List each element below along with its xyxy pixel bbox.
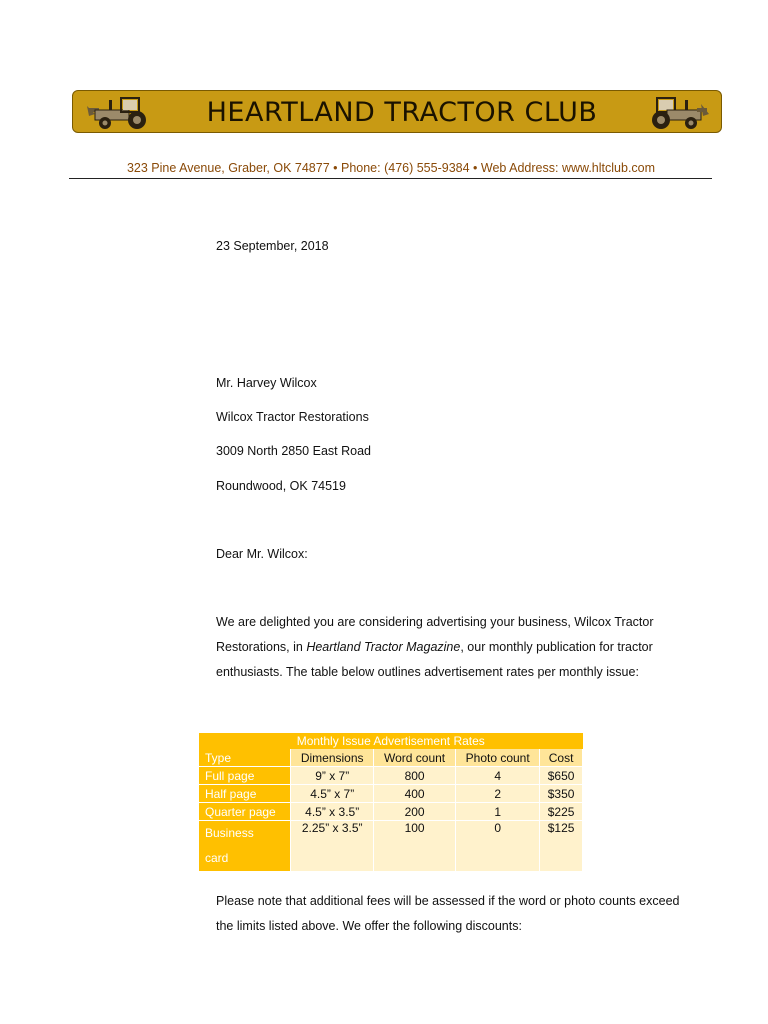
row-cost: $225 <box>540 803 583 821</box>
table-header-row <box>199 749 583 767</box>
row-dimensions: 4.5” x 3.5” <box>291 803 374 821</box>
header-type: Type <box>199 749 291 767</box>
recipient-company: Wilcox Tractor Restorations <box>216 410 369 424</box>
row-type-line-1: Business <box>205 826 254 840</box>
row-word-count: 800 <box>374 767 456 785</box>
row-dimensions: 4.5” x 7” <box>291 785 374 803</box>
advertisement-rates-table <box>199 733 583 871</box>
row-type: Quarter page <box>199 803 291 821</box>
intro-line-2 <box>216 635 716 660</box>
letter-date: 23 September, 2018 <box>216 239 329 253</box>
note-line-2: the limits listed above. We offer the following discounts: <box>216 919 522 933</box>
intro-line-3: enthusiasts. The table below outlines advertisement rates per monthly issue: <box>216 665 639 679</box>
magazine-title: Heartland Tractor Magazine <box>306 640 461 654</box>
row-type-line-2: card <box>205 851 229 865</box>
row-dimensions: 9” x 7” <box>291 767 374 785</box>
row-dimensions: 2.25” x 3.5” <box>291 821 374 872</box>
tractor-icon <box>85 94 155 130</box>
contact-line: 323 Pine Avenue, Graber, OK 74877 • Phone: (476) 555-9384 • Web Address: www.hltclub.com <box>126 161 656 175</box>
row-type: Full page <box>199 767 291 785</box>
intro-paragraph <box>216 610 716 685</box>
table-title: Monthly Issue Advertisement Rates <box>199 733 583 749</box>
row-photo-count: 0 <box>456 821 540 872</box>
recipient-street: 3009 North 2850 East Road <box>216 444 371 458</box>
table-row <box>199 821 583 872</box>
intro-line-2-start: Restorations, in <box>216 640 307 654</box>
row-word-count: 400 <box>374 785 456 803</box>
note-paragraph <box>216 889 716 939</box>
intro-line-2-end: , our monthly publication for tractor <box>460 640 653 654</box>
row-cost: $125 <box>540 821 583 872</box>
salutation: Dear Mr. Wilcox: <box>216 547 308 561</box>
row-type: Half page <box>199 785 291 803</box>
intro-line-1: We are delighted you are considering advertising your business, Wilcox Tractor <box>216 615 654 629</box>
row-word-count: 200 <box>374 803 456 821</box>
table-row <box>199 767 583 785</box>
header-divider <box>69 178 712 179</box>
header-photo-count: Photo count <box>456 749 540 767</box>
row-word-count: 100 <box>374 821 456 872</box>
note-line-1: Please note that additional fees will be assessed if the word or photo counts exceed <box>216 894 680 908</box>
letterhead-banner <box>72 90 722 133</box>
table-row <box>199 803 583 821</box>
row-photo-count: 1 <box>456 803 540 821</box>
club-name: HEARTLAND TRACTOR CLUB <box>206 97 598 128</box>
recipient-name: Mr. Harvey Wilcox <box>216 376 317 390</box>
header-dimensions: Dimensions <box>291 749 374 767</box>
row-cost: $650 <box>540 767 583 785</box>
table-row <box>199 785 583 803</box>
row-cost: $350 <box>540 785 583 803</box>
row-photo-count: 2 <box>456 785 540 803</box>
recipient-city: Roundwood, OK 74519 <box>216 479 346 493</box>
row-photo-count: 4 <box>456 767 540 785</box>
tractor-icon <box>641 94 711 130</box>
header-cost: Cost <box>540 749 583 767</box>
row-type <box>199 821 291 872</box>
header-word-count: Word count <box>374 749 456 767</box>
